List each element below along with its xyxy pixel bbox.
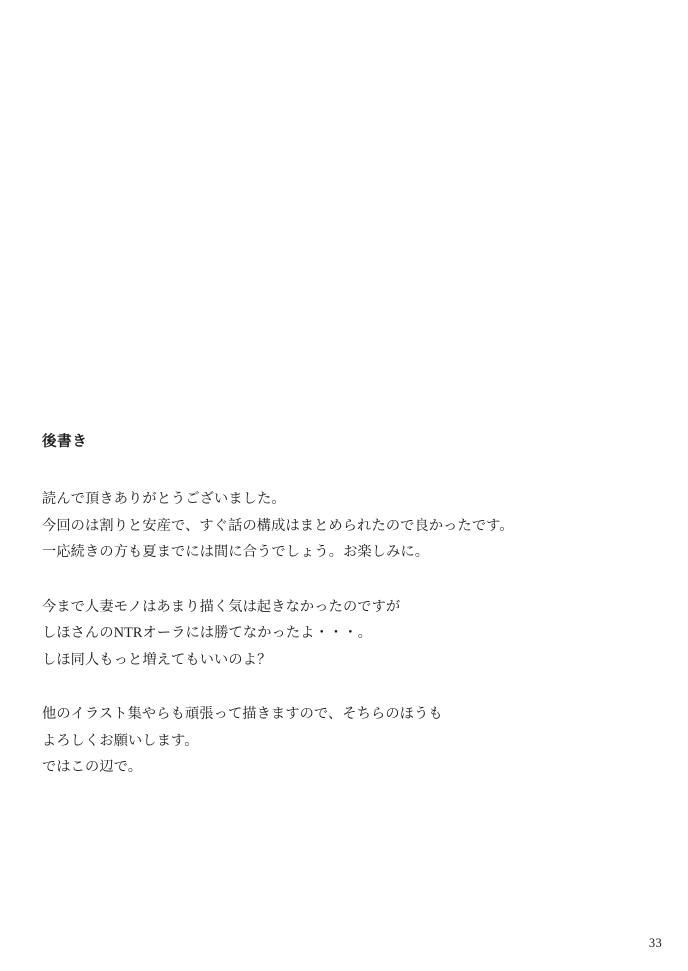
afterword-line: 読んで頂きありがとうございました。	[42, 491, 286, 508]
afterword-paragraph-2	[42, 594, 602, 674]
afterword-section	[42, 432, 602, 781]
afterword-line: しほ同人もっと増えてもいいのよ？	[42, 651, 272, 668]
afterword-line: ではこの辺で。	[42, 759, 143, 776]
afterword-paragraph-3	[42, 701, 602, 781]
afterword-line: 今回のは割りと安産で、すぐ話の構成はまとめられたので良かったです。	[42, 517, 514, 534]
afterword-line: 今まで人妻モノはあまり描く気は起きなかったのですが	[42, 598, 401, 615]
afterword-line: しほさんのNTRオーラには勝てなかったよ・・・。	[42, 625, 372, 642]
afterword-line: 他のイラスト集やらも頑張って描きますので、そちらのほうも	[42, 706, 443, 723]
afterword-heading: 後書き	[42, 434, 88, 450]
afterword-line: よろしくお願いします。	[42, 732, 199, 749]
afterword-paragraph-1	[42, 486, 602, 566]
page-number: 33	[648, 936, 662, 950]
afterword-line: 一応続きの方も夏までには間に合うでしょう。お楽しみに。	[42, 544, 430, 561]
